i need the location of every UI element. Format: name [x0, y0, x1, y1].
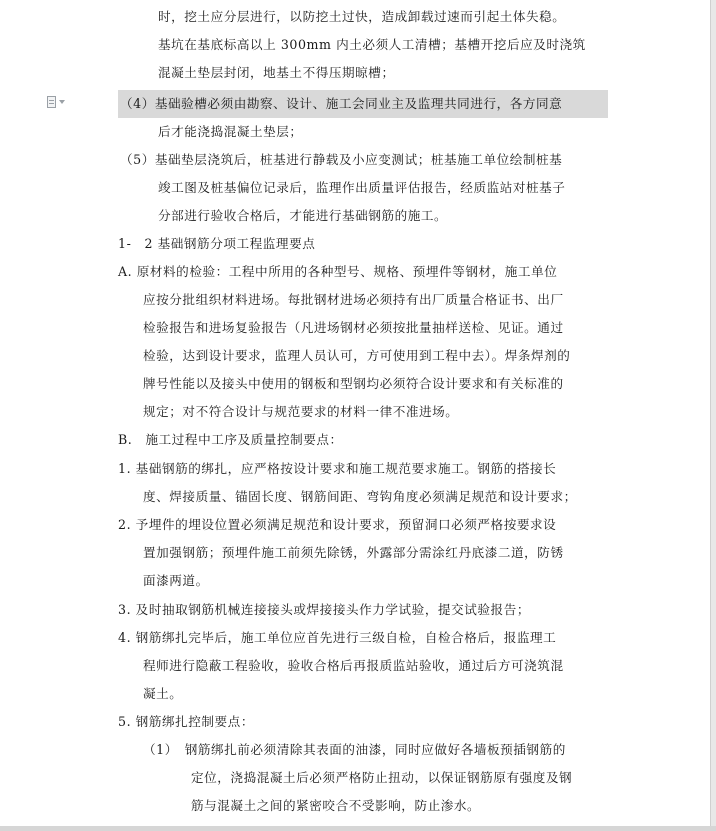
text-line: 后才能浇捣混凝土垫层； [158, 124, 303, 139]
text-line: 4. 钢筋绑扎完毕后，施工单位应首先进行三级自检，自检合格后，报监理工 [118, 630, 557, 645]
text-line: 度、焊接质量、锚固长度、钢筋间距、弯钩角度必须满足规范和设计要求； [143, 489, 577, 504]
text-line: 检验报告和进场复验报告（凡进场钢材必须按批量抽样送检、见证。通过 [143, 320, 564, 335]
text-line: B. 施工过程中工序及质量控制要点： [118, 432, 343, 447]
text-line: 程师进行隐蔽工程验收，验收合格后再报质监站验收，通过后方可浇筑混 [143, 658, 564, 673]
text-line: 2. 予埋件的埋设位置必须满足规范和设计要求，预留洞口必须严格按要求设 [118, 517, 557, 532]
text-line: 混凝土垫层封闭，地基土不得压期晾槽； [158, 65, 395, 80]
text-line: 面漆两道。 [143, 573, 209, 588]
text-line[interactable]: （4）基础验槽必须由勘察、设计、施工会同业主及监理共同进行，各方同意 [120, 96, 563, 111]
text-line: 应按分批组织材料进场。每批钢材进场必须持有出厂质量合格证书、出厂 [143, 292, 564, 307]
text-line: 牌号性能以及接头中使用的钢板和型钢均必须符合设计要求和有关标准的 [143, 376, 564, 391]
text-line: 分部进行验收合格后，才能进行基础钢筋的施工。 [158, 208, 448, 223]
text-line: 时，挖土应分层进行，以防挖土过快，造成卸载过速而引起土体失稳。 [158, 9, 566, 24]
page-gap [0, 826, 716, 831]
text-line: 置加强钢筋；预埋件施工前须先除锈，外露部分需涂红丹底漆二道，防锈 [143, 545, 564, 560]
text-line: 凝土。 [143, 686, 183, 701]
text-line: 5. 钢筋绑扎控制要点： [118, 714, 254, 729]
text-line: 3. 及时抽取钢筋机械连接接头或焊接接头作力学试验，提交试验报告； [118, 602, 530, 617]
document-icon [47, 96, 56, 108]
paragraph-menu-button[interactable] [47, 95, 71, 109]
text-line: 筋与混凝土之间的紧密咬合不受影响，防止渗水。 [191, 798, 481, 813]
text-line: A. 原材料的检验：工程中所用的各种型号、规格、预埋件等钢材，施工单位 [118, 264, 558, 279]
text-line: 检验，达到设计要求，监理人员认可，方可使用到工程中去）。焊条焊剂的 [143, 348, 571, 363]
text-line: 竣工图及桩基偏位记录后，监理作出质量评估报告，经质监站对桩基子 [158, 180, 566, 195]
section-heading: 1- 2 基础钢筋分项工程监理要点 [118, 236, 316, 251]
text-line: 规定；对不符合设计与规范要求的材料一律不准进场。 [143, 404, 459, 419]
text-line: （1） 钢筋绑扎前必须清除其表面的油漆，同时应做好各墙板预插钢筋的 [143, 742, 566, 757]
text-line: 基坑在基底标高以上 300mm 内土必须人工清槽；基槽开挖后应及时浇筑 [158, 37, 586, 52]
text-line: （5）基础垫层浇筑后，桩基进行静载及小应变测试；桩基施工单位绘制桩基 [120, 152, 563, 167]
text-line: 1. 基础钢筋的绑扎，应严格按设计要求和施工规范要求施工。钢筋的搭接长 [118, 461, 557, 476]
text-line: 定位，浇捣混凝土后必须严格防止扭动，以保证钢筋原有强度及钢 [191, 770, 573, 785]
chevron-down-icon [59, 100, 65, 104]
